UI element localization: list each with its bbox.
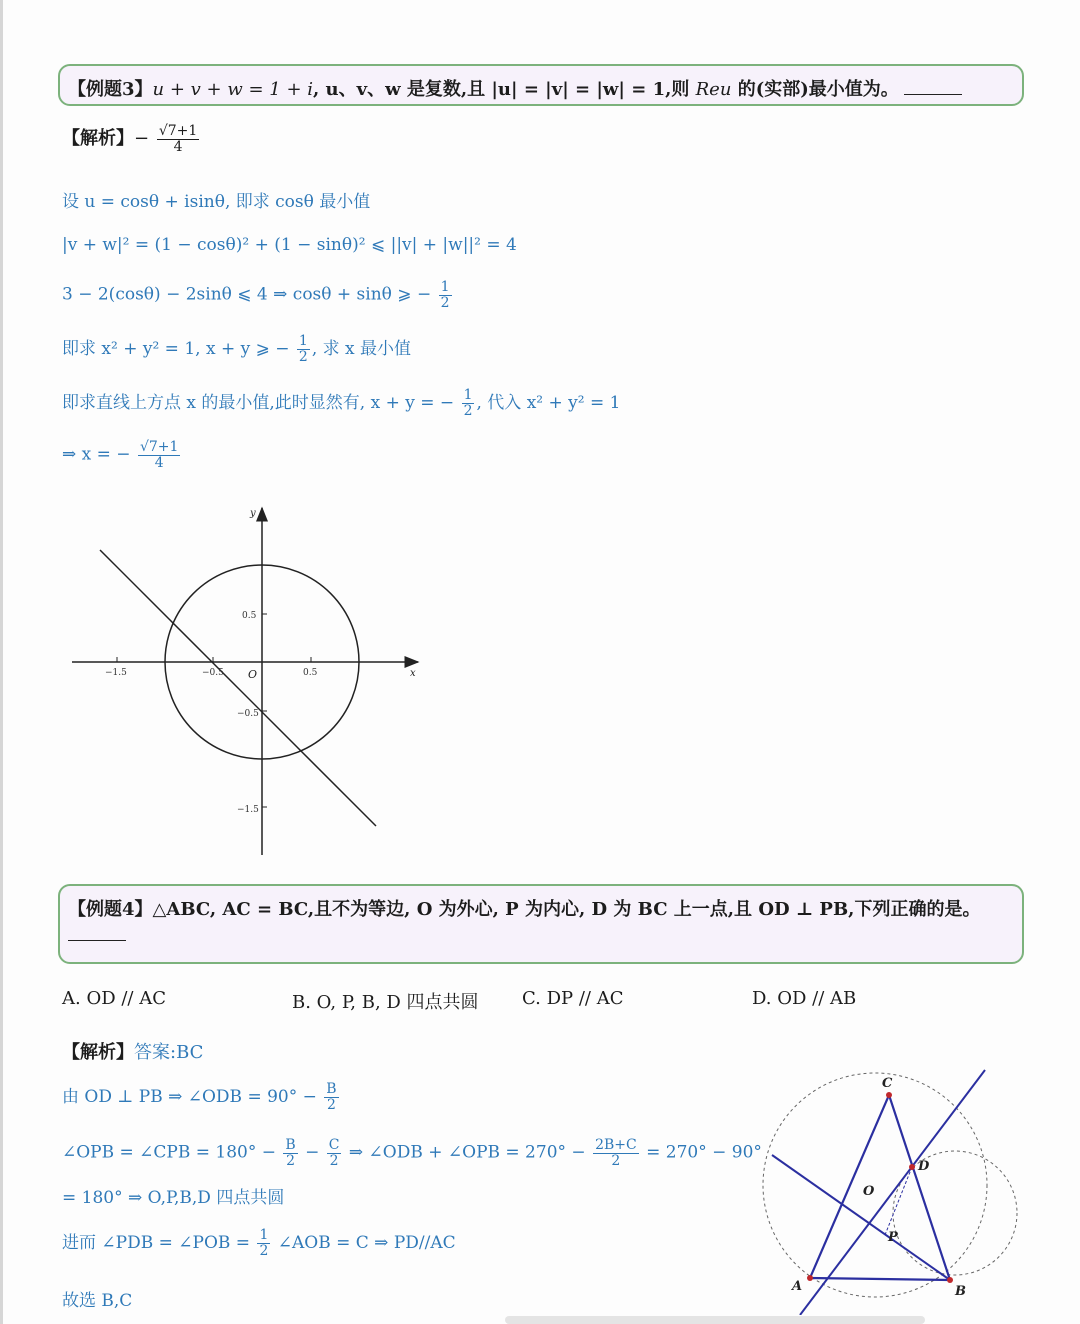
step-5	[62, 388, 620, 419]
label-o: O	[863, 1184, 875, 1199]
step-3-text: 3 − 2(cosθ) − 2sinθ ⩽ 4 ⇒ cosθ + sinθ ⩾ −	[62, 284, 432, 305]
line-x-plus-y	[100, 550, 376, 826]
answer-minus: −	[134, 128, 150, 150]
frac-num: B	[285, 1137, 296, 1153]
ex4-step-2	[62, 1138, 762, 1168]
ex4-step-1	[62, 1082, 341, 1113]
step-6-fraction	[138, 440, 180, 470]
step-5-end: , 代入 x² + y² = 1	[476, 393, 621, 413]
step-3-half	[439, 280, 452, 310]
triangle-figure	[760, 1065, 1030, 1315]
example3-question-box	[58, 64, 1024, 106]
x-axis-label: x	[410, 668, 416, 679]
y-tick-label: −0.5	[237, 709, 259, 719]
origin-label: O	[248, 668, 258, 681]
half-num: 1	[440, 279, 450, 295]
footer-watermark-bar	[505, 1316, 925, 1324]
step-6-text: ⇒ x = −	[62, 444, 131, 465]
circumcircle	[763, 1073, 987, 1297]
label-a: A	[792, 1279, 803, 1294]
answer-numerator: √7+1	[158, 123, 198, 139]
option-a: A. OD // AC	[62, 988, 166, 1009]
label-d: D	[918, 1159, 930, 1174]
frac-den: 2	[329, 1152, 339, 1169]
step-2: |v + w|² = (1 − cosθ)² + (1 − sinθ)² ⩽ ||v| + |w||² = 4	[62, 235, 517, 255]
step-4-text: 即求 x² + y² = 1, x + y ⩾ −	[62, 339, 290, 359]
step-4	[62, 334, 411, 365]
step-6-den: 4	[154, 454, 164, 471]
ex4-step-3: = 180° ⇒ O,P,B,D 四点共圆	[62, 1188, 285, 1208]
frac-num: C	[328, 1137, 340, 1153]
label-p: P	[888, 1230, 898, 1245]
step-6-num: √7+1	[139, 439, 179, 455]
point-b	[947, 1277, 953, 1283]
point-c	[886, 1092, 892, 1098]
ex4-step-1-text: 由 OD ⊥ PB ⇒ ∠ODB = 90° −	[62, 1087, 317, 1107]
option-b: B. O, P, B, D 四点共圆	[292, 992, 479, 1013]
option-d: D. OD // AB	[752, 988, 857, 1009]
example3-reu: Reu	[695, 79, 732, 100]
ex4-step-2d: = 270° − 90°	[646, 1142, 762, 1163]
page-left-edge	[0, 0, 3, 1324]
frac-num: B	[326, 1081, 337, 1098]
point-d	[909, 1164, 915, 1170]
example3-equation: u + v + w = 1 + i	[152, 79, 314, 100]
frac-den: 2	[611, 1152, 621, 1169]
frac-den: 2	[286, 1152, 296, 1169]
step-4-half	[297, 334, 310, 364]
frac-2b-plus-c	[593, 1138, 639, 1168]
side-ab	[810, 1278, 950, 1280]
y-tick-label: 0.5	[242, 611, 257, 621]
example3-question-end: 的(实部)最小值为。	[731, 79, 899, 100]
frac-den: 2	[259, 1243, 269, 1259]
answer-fraction	[157, 124, 199, 154]
example4-analysis-label: 【解析】	[62, 1042, 134, 1063]
example4-answer: 答案:BC	[134, 1042, 204, 1063]
ex4-step-1-fraction	[324, 1082, 338, 1112]
example3-label: 【例题3】	[68, 79, 153, 100]
frac-den: 2	[326, 1097, 336, 1113]
circle-line-graph	[60, 500, 440, 860]
y-axis-label: y	[250, 508, 256, 519]
label-b: B	[955, 1284, 966, 1299]
example4-label: 【例题4】	[68, 899, 153, 920]
ex4-step-4b: ∠AOB = C ⇒ PD//AC	[277, 1233, 456, 1253]
half-num: 1	[298, 333, 308, 350]
half-den: 2	[440, 294, 450, 311]
step-1: 设 u = cosθ + isinθ, 即求 cosθ 最小值	[62, 192, 371, 212]
label-c: C	[882, 1076, 893, 1091]
answer-blank	[904, 78, 962, 95]
example3-answer-line	[62, 124, 201, 154]
point-a	[807, 1275, 813, 1281]
frac-c-over-2	[327, 1138, 342, 1168]
frac-one-half	[257, 1228, 270, 1258]
example4-answer-line	[62, 1038, 203, 1064]
x-tick-label: −1.5	[105, 668, 127, 678]
answer-blank	[68, 940, 126, 941]
frac-b-over-2	[283, 1138, 297, 1168]
ex4-step-2b: −	[305, 1142, 320, 1163]
conclusion: 故选 B,C	[62, 1291, 133, 1311]
step-6	[62, 440, 182, 470]
example3-analysis-label: 【解析】	[62, 128, 134, 150]
example3-condition: , u、v、w 是复数,且 |u| = |v| = |w| = 1,则	[313, 79, 696, 100]
example4-question-box	[58, 884, 1024, 964]
step-5-text: 即求直线上方点 x 的最小值,此时显然有, x + y = −	[62, 393, 455, 413]
ex4-step-2a: ∠OPB = ∠CPB = 180° −	[62, 1142, 276, 1163]
step-4-end: , 求 x 最小值	[311, 339, 412, 359]
ex4-step-4	[62, 1228, 456, 1259]
example4-question: △ABC, AC = BC,且不为等边, O 为外心, P 为内心, D 为 BC 上一点,且 OD ⊥ PB,下列正确的是。	[152, 899, 981, 920]
answer-denominator: 4	[173, 138, 183, 155]
option-c: C. DP // AC	[522, 988, 624, 1009]
segment-pd	[885, 1167, 912, 1235]
half-num: 1	[463, 387, 473, 404]
x-tick-label: 0.5	[303, 668, 318, 678]
ex4-step-4a: 进而 ∠PDB = ∠POB =	[62, 1233, 251, 1253]
ex4-step-2c: ⇒ ∠ODB + ∠OPB = 270° −	[348, 1142, 586, 1163]
y-tick-label: −1.5	[237, 805, 259, 815]
x-tick-label: −0.5	[202, 668, 224, 678]
frac-num: 2B+C	[595, 1137, 637, 1153]
half-den: 2	[298, 349, 308, 365]
side-bc	[889, 1095, 950, 1280]
step-3	[62, 280, 454, 310]
step-5-half	[462, 388, 475, 418]
half-den: 2	[463, 403, 473, 419]
frac-num: 1	[259, 1227, 269, 1244]
